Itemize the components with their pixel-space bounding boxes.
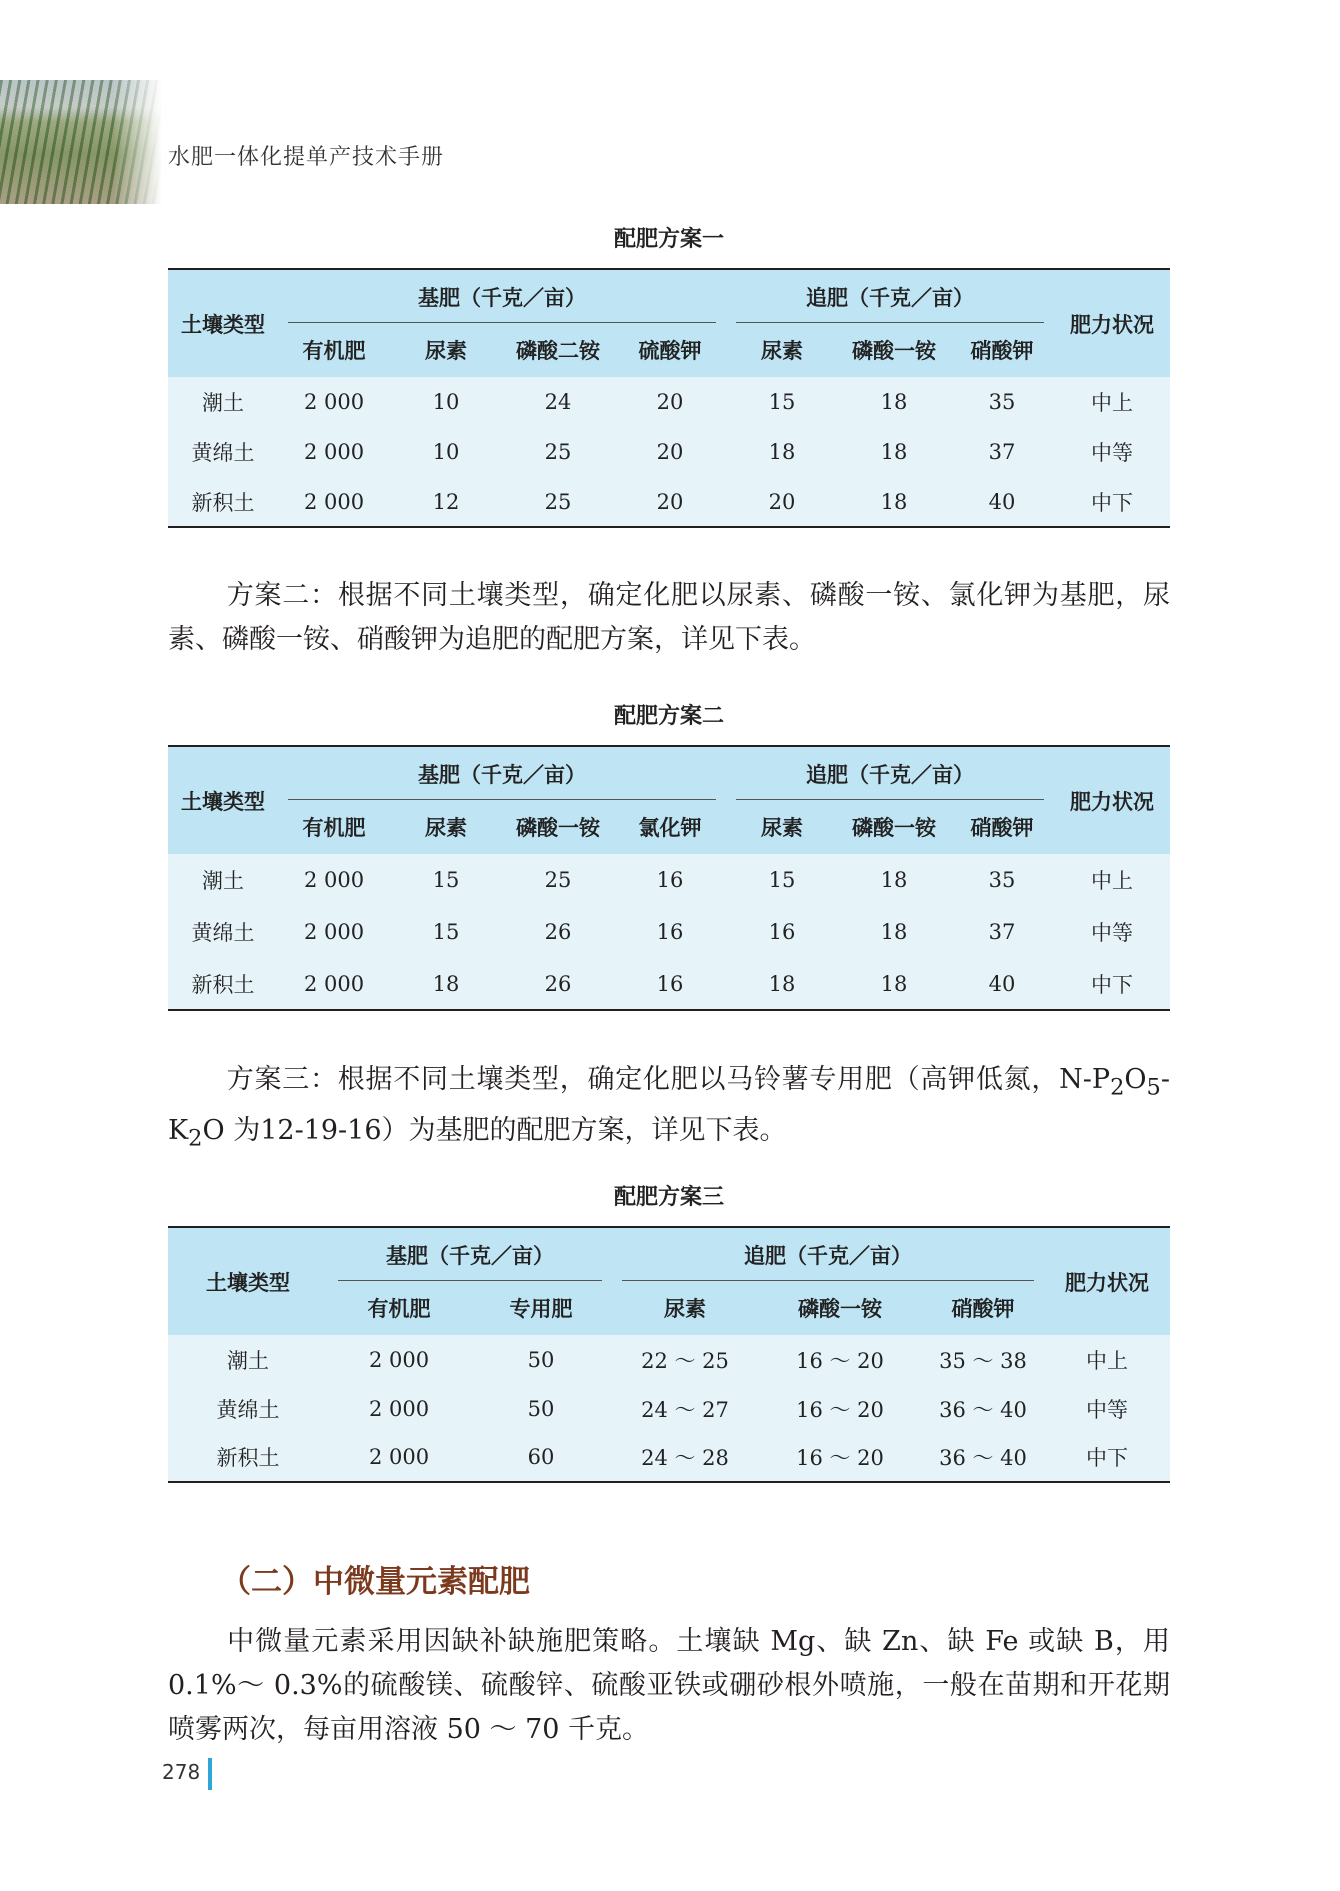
value-cell: 50 [527,1396,555,1421]
value-cell: 26 [502,958,614,1010]
table1-col-header: 有机肥 [302,339,366,363]
value-cell: 18 [768,440,796,464]
table1-soil-type-header: 土壤类型 [168,269,278,377]
page-number-bar [208,1758,212,1790]
table3-col-header: 硝酸钾 [951,1297,1015,1321]
value-cell: 18 [880,920,908,944]
value-cell: 12 [390,477,502,527]
soil-cell: 新积土 [168,477,278,527]
value-cell: 2 000 [278,958,390,1010]
table-row [168,1384,1170,1433]
value-cell: 10 [432,440,460,464]
table-row [168,1433,1170,1482]
running-title: 水肥一体化提单产技术手册 [168,145,445,170]
table-row [168,477,1170,527]
table2-caption: 配肥方案二 [613,704,724,729]
soil-cell: 潮土 [202,391,244,415]
subscript: 5 [1146,1074,1161,1101]
value-cell: 15 [768,390,796,414]
table1-col-header: 磷酸一铵 [852,339,936,363]
table2-col-header: 尿素 [425,816,467,840]
value-cell: 2 000 [328,1433,470,1482]
value-cell: 40 [950,477,1054,527]
table1-col-header: 硝酸钾 [970,339,1034,363]
table1-col-header: 硫酸钾 [638,339,702,363]
subscript: 2 [1110,1074,1125,1101]
table3 [168,1226,1170,1483]
value-cell: 2 000 [368,1396,430,1421]
fertility-cell: 中等 [1091,441,1133,465]
table3-soil-type-header: 土壤类型 [168,1227,328,1335]
fertility-cell: 中上 [1091,869,1133,893]
soil-cell: 黄绵土 [216,1397,280,1422]
table-row [168,854,1170,906]
table-row [168,958,1170,1010]
table-row [168,906,1170,958]
table-row [168,377,1170,427]
table2-soil-type-header: 土壤类型 [168,746,278,854]
value-cell: 15 [432,920,460,944]
value-cell: 2 000 [303,390,365,414]
value-cell: 18 [390,958,502,1010]
subscript: 2 [188,1125,203,1152]
value-cell: 2 000 [368,1347,430,1372]
value-cell: 16 ～ 20 [796,1348,884,1373]
table2-col-header: 氯化钾 [638,816,702,840]
value-cell: 2 000 [303,440,365,464]
value-cell: 16 [614,958,726,1010]
value-cell: 22 ～ 25 [641,1348,729,1373]
value-cell: 25 [544,868,572,892]
value-cell: 24 ～ 27 [641,1397,729,1422]
table1-base-group-header: 基肥（千克／亩） [278,269,726,323]
table1-top-group-header: 追肥（千克／亩） [726,269,1054,323]
table1-col-header: 尿素 [425,339,467,363]
table2-base-group-header: 基肥（千克／亩） [278,746,726,800]
table2-col-header: 磷酸一铵 [516,816,600,840]
table1-caption: 配肥方案一 [613,227,724,252]
table2 [168,745,1170,1011]
table3-col-header: 专用肥 [509,1297,573,1321]
paragraph-micronutrients [168,1620,1170,1752]
paragraph-scheme-three-text: O [1124,1064,1147,1095]
paragraph-micronutrients-text: 中微量元素采用因缺补缺施肥策略。土壤缺 Mg、缺 Zn、缺 Fe 或缺 B，用 0.1%～ 0.3%的硫酸镁、硫酸锌、硫酸亚铁或硼砂根外喷施，一般在苗期和开花期喷雾两次，每亩用溶液 50 ～ 70 千克。 [168,1626,1170,1745]
table1-col-header: 尿素 [761,339,803,363]
table3-base-group-header: 基肥（千克／亩） [328,1227,612,1281]
value-cell: 18 [838,477,950,527]
value-cell: 25 [544,440,572,464]
table1 [168,268,1170,528]
value-cell: 24 [544,390,572,414]
value-cell: 2 000 [303,920,365,944]
value-cell: 35 [988,390,1016,414]
value-cell: 18 [880,868,908,892]
value-cell: 18 [838,958,950,1010]
value-cell: 37 [988,920,1016,944]
value-cell: 20 [726,477,838,527]
table3-caption: 配肥方案三 [613,1185,724,1210]
table2-fertility-header: 肥力状况 [1054,746,1170,854]
table-row [168,427,1170,477]
value-cell: 10 [432,390,460,414]
table-row [168,1335,1170,1384]
value-cell: 2 000 [278,477,390,527]
value-cell: 36 ～ 40 [939,1397,1027,1422]
fertility-cell: 中下 [1044,1433,1170,1482]
paragraph-scheme-three-text: 方案三：根据不同土壤类型，确定化肥以马铃薯专用肥（高钾低氮，N-P [226,1064,1111,1095]
soil-cell: 黄绵土 [191,921,255,945]
value-cell: 16 [656,868,684,892]
value-cell: 35 [988,868,1016,892]
value-cell: 37 [988,440,1016,464]
soil-cell: 黄绵土 [191,441,255,465]
table3-col-header: 有机肥 [367,1297,431,1321]
value-cell: 35 ～ 38 [939,1348,1027,1373]
soil-cell: 潮土 [227,1348,269,1373]
value-cell: 24 ～ 28 [612,1433,758,1482]
header-field-photo [0,80,162,204]
table1-col-header: 磷酸二铵 [516,339,600,363]
paragraph-scheme-three-text: -K [168,1064,1170,1147]
section-title: （二）中微量元素配肥 [220,1564,530,1600]
fertility-cell: 中下 [1054,477,1170,527]
paragraph-scheme-three-text: O 为12-19-16）为基肥的配肥方案，详见下表。 [202,1115,787,1147]
table2-col-header: 磷酸一铵 [852,816,936,840]
fertility-cell: 中上 [1086,1348,1128,1373]
value-cell: 50 [527,1347,555,1372]
value-cell: 15 [768,868,796,892]
value-cell: 15 [432,868,460,892]
value-cell: 18 [880,390,908,414]
soil-cell: 潮土 [202,869,244,893]
value-cell: 40 [950,958,1054,1010]
value-cell: 16 [656,920,684,944]
table2-col-header: 硝酸钾 [970,816,1034,840]
value-cell: 16 ～ 20 [758,1433,922,1482]
value-cell: 18 [726,958,838,1010]
table1-fertility-header: 肥力状况 [1054,269,1170,377]
value-cell: 25 [502,477,614,527]
fertility-cell: 中等 [1091,921,1133,945]
table3-top-group-header: 追肥（千克／亩） [612,1227,1044,1281]
page-number: 278 [162,1760,201,1784]
fertility-cell: 中上 [1091,391,1133,415]
table2-top-group-header: 追肥（千克／亩） [726,746,1054,800]
paragraph-scheme-three [168,1058,1170,1161]
value-cell: 20 [656,440,684,464]
value-cell: 26 [544,920,572,944]
fertility-cell: 中下 [1054,958,1170,1010]
table3-col-header: 尿素 [664,1297,706,1321]
value-cell: 16 [768,920,796,944]
table3-col-header: 磷酸一铵 [798,1297,882,1321]
paragraph-scheme-two [168,574,1170,662]
table2-col-header: 有机肥 [302,816,366,840]
value-cell: 20 [614,477,726,527]
table3-fertility-header: 肥力状况 [1044,1227,1170,1335]
value-cell: 18 [880,440,908,464]
value-cell: 2 000 [303,868,365,892]
table2-col-header: 尿素 [761,816,803,840]
soil-cell: 新积土 [168,958,278,1010]
fertility-cell: 中等 [1086,1397,1128,1422]
value-cell: 16 ～ 20 [796,1397,884,1422]
value-cell: 36 ～ 40 [922,1433,1044,1482]
soil-cell: 新积土 [168,1433,328,1482]
value-cell: 20 [656,390,684,414]
paragraph-scheme-two-text: 方案二：根据不同土壤类型，确定化肥以尿素、磷酸一铵、氯化钾为基肥，尿素、磷酸一铵、硝酸钾为追肥的配肥方案，详见下表。 [168,580,1170,655]
value-cell: 60 [470,1433,612,1482]
